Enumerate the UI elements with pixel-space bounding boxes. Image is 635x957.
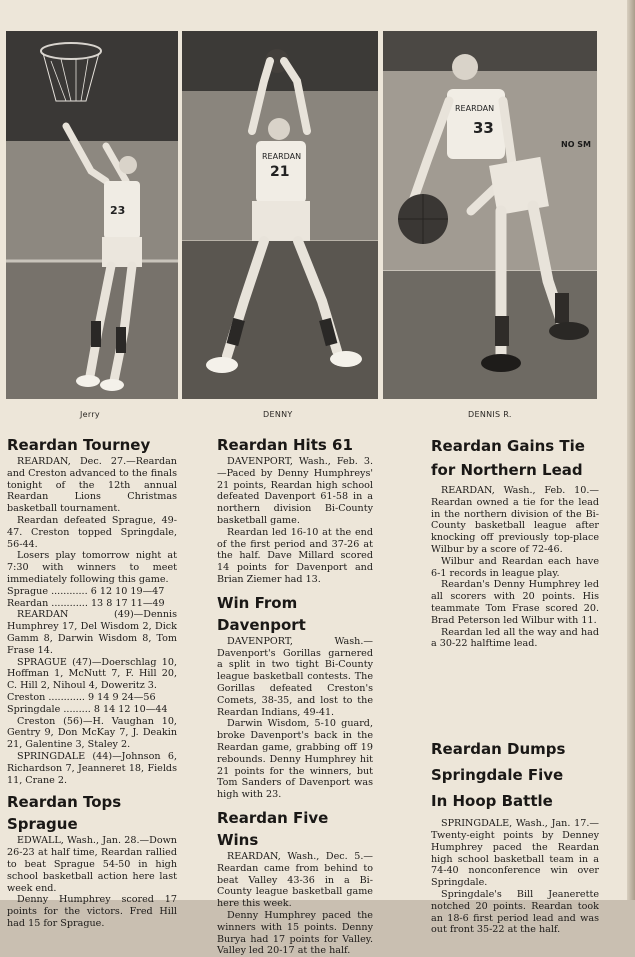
caption-dennis-r: DENNIS R. bbox=[468, 410, 512, 419]
article-paragraph: SPRINGDALE (44)—Johnson 6, Richardson 7, Jeanneret 18, Fields 11, Crane 2. bbox=[7, 750, 177, 786]
article-paragraph: Losers play tomorrow night at 7:30 with winners to meet immediately following this game. bbox=[7, 550, 177, 585]
article-paragraph: Wilbur and Reardan each have 6-1 records in league play. bbox=[431, 555, 599, 579]
headline-reardan-gains-tie bbox=[431, 434, 599, 482]
headline-reardan-five-wins: Reardan Five Wins bbox=[217, 808, 329, 849]
svg-text:REARDAN: REARDAN bbox=[455, 104, 495, 113]
page-edge bbox=[627, 0, 635, 900]
score-line: Springdale ......... 8 14 12 10—44 bbox=[7, 703, 168, 715]
headline-reardan-hits-61: Reardan Hits 61 bbox=[217, 436, 353, 454]
photo-jerry bbox=[6, 31, 178, 399]
jersey-number-23: 23 bbox=[110, 204, 126, 217]
article-paragraph: Denny Humphrey paced the winners with 15 points. Denny Burya had 17 points for Valley. Valley led 20-17 at the half. bbox=[217, 909, 373, 957]
article-paragraph: REARDAN (49)—Dennis Humphrey 17, Del Wisdom 2, Dick Gamm 8, Darwin Wisdom 8, Tom Frase 14. bbox=[7, 609, 177, 656]
score-line: Reardan ............ 13 8 17 11—49 bbox=[7, 597, 165, 609]
headline-reardan-tops-sprague: Reardan Tops Sprague bbox=[7, 793, 122, 834]
headline-reardan-tourney: Reardan Tourney bbox=[7, 436, 151, 454]
caption-jerry: Jerry bbox=[80, 410, 100, 419]
photo-jerry-image bbox=[6, 31, 178, 399]
article-paragraph: Springdale's Bill Jeanerette notched 20 points. Reardan took an 18-6 first period lead and was out front 35-22 at the half. bbox=[431, 888, 599, 936]
article-paragraph: REARDAN, Wash., Dec. 5.—Reardan came from behind to beat Valley 43-36 in a Bi-County league basketball game here this week. bbox=[217, 850, 373, 910]
article-paragraph: Reardan led 16-10 at the end of the first period and 37-26 at the half. Dave Millard scored 14 points for Davenport and Brian Ziemer had 13. bbox=[217, 526, 373, 585]
column-left bbox=[7, 434, 177, 930]
article-paragraph: Reardan led all the way and had a 30-22 halftime lead. bbox=[431, 626, 599, 650]
article-paragraph: Reardan's Denny Humphrey led all scorers with 20 points. His teammate Tom Frase scored 20. Brad Peterson led Wilbur with 11. bbox=[431, 579, 599, 626]
article-paragraph: DAVENPORT, Wash.—Davenport's Gorillas garnered a split in two tight Bi-County league basketball contests. The Gorillas defeated Creston's Comets, 38-35, and lost to the Reardan Indians, 49-41. bbox=[217, 635, 373, 718]
headline-line: Reardan Dumps bbox=[431, 740, 566, 759]
jersey-number-21: 21 bbox=[270, 164, 290, 180]
photo-denny bbox=[182, 31, 378, 399]
headline-win-from-davenport: Win From Davenport bbox=[217, 593, 306, 634]
article-paragraph: REARDAN, Dec. 27.—Reardan and Creston advanced to the finals tonight of the 12th annual Reardan Lions Christmas basketball tournament. bbox=[7, 456, 177, 515]
article-paragraph: DAVENPORT, Wash., Feb. 3.—Paced by Denny Humphreys' 21 points, Reardan high school defeated Davenport 61-58 in a northern division Bi-County basketball game. bbox=[217, 456, 373, 526]
score-line: Creston ............ 9 14 9 24—56 bbox=[7, 691, 156, 703]
caption-denny: DENNY bbox=[263, 410, 293, 419]
column-right bbox=[431, 434, 599, 936]
svg-text:REARDAN: REARDAN bbox=[262, 152, 302, 161]
headline-line: for Northern Lead bbox=[431, 461, 583, 479]
article-paragraph: Reardan defeated Sprague, 49-47. Creston topped Springdale, 56-44. bbox=[7, 514, 177, 550]
photo-denny-image bbox=[182, 31, 378, 399]
photo-dennis-r bbox=[383, 31, 597, 399]
jersey-number-33: 33 bbox=[473, 119, 494, 137]
wall-sign: NO SM bbox=[561, 140, 592, 149]
score-line: Sprague ............ 6 12 10 19—47 bbox=[7, 585, 165, 597]
photo-dennis-r-image bbox=[383, 31, 597, 399]
headline-line: Reardan Gains Tie bbox=[431, 437, 585, 455]
article-paragraph: EDWALL, Wash., Jan. 28.—Down 26-23 at half time, Reardan rallied to beat Sprague 54-50 in high school basketball action here last week end. bbox=[7, 835, 177, 894]
column-middle bbox=[217, 434, 373, 957]
article-paragraph: Denny Humphrey scored 17 points for the victors. Fred Hill had 15 for Sprague. bbox=[7, 894, 177, 929]
article-paragraph: SPRINGDALE, Wash., Jan. 17.—Twenty-eight points by Denney Humphrey paced the Reardan high school basketball team in a 74-40 nonconference win over Springdale. bbox=[431, 818, 599, 889]
article-paragraph: REARDAN, Wash., Feb. 10.—Reardan owned a tie for the lead in the northern division of the Bi-County basketball league after knocking off previously top-place Wilbur by a score of 72-46. bbox=[431, 485, 599, 555]
article-paragraph: Creston (56)—H. Vaughan 10, Gentry 9, Don McKay 7, J. Deakin 21, Galentine 3, Staley 2. bbox=[7, 715, 177, 751]
headline-line: Springdale Five bbox=[431, 766, 564, 785]
headline-reardan-dumps-springdale bbox=[431, 736, 599, 814]
article-paragraph: Darwin Wisdom, 5-10 guard, broke Davenport's back in the Reardan game, grabbing off 19 rebounds. Denny Humphrey hit 21 points for the winners, but Tom Sanders of Davenport was high with 23. bbox=[217, 718, 373, 801]
headline-line: In Hoop Battle bbox=[431, 792, 553, 811]
article-paragraph: SPRAGUE (47)—Doerschlag 10, Hoffman 1, McNutt 7, F. Hill 20, C. Hill 2, Nihoul 4, Doweritz 3. bbox=[7, 656, 177, 692]
